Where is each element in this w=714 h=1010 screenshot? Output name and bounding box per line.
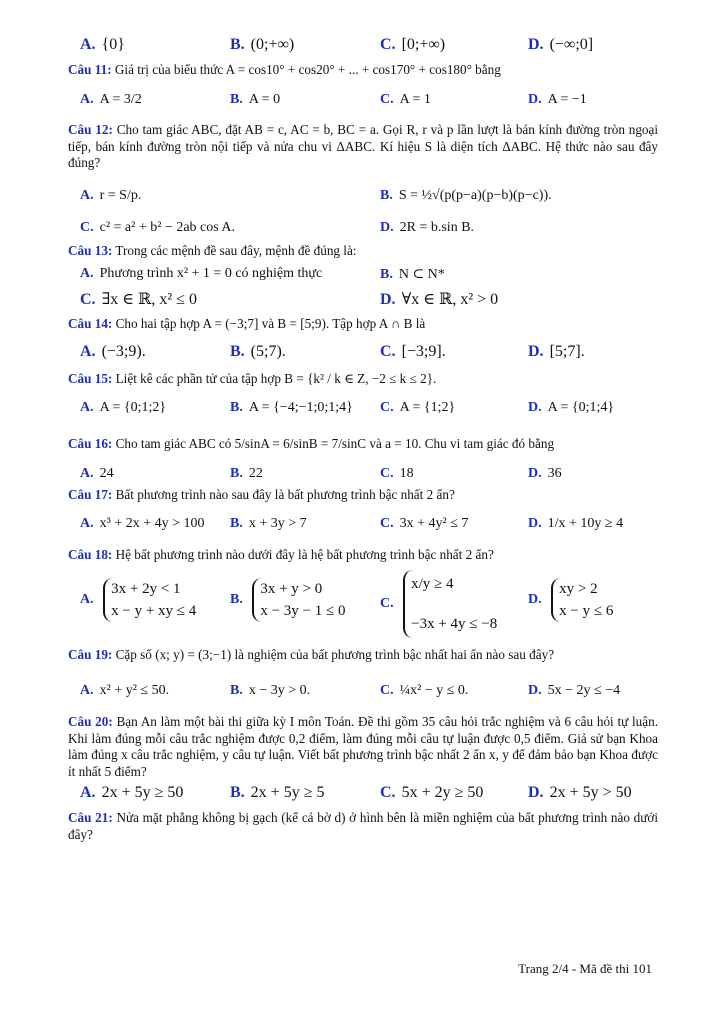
question-21: Câu 21: Nửa mặt phẳng không bị gạch (kể cả bờ d) ở hình bên là miền nghiệm của bất phương trình nào dưới đây?	[68, 810, 658, 842]
option-d: D. 2x + 5y > 50	[528, 784, 632, 801]
option-c: C. [0;+∞)	[380, 36, 446, 53]
system-b: 3x + y > 0 x − 3y − 1 ≤ 0	[252, 578, 345, 622]
q18-option-b: B. 3x + y > 0 x − 3y − 1 ≤ 0	[230, 578, 346, 622]
q18-option-c: C. x/y ≥ 4 −3x + 4y ≤ −8	[380, 570, 497, 638]
q16-options	[0, 460, 714, 488]
q12-options-cd	[0, 214, 714, 242]
option-a: A. x³ + 2x + 4y > 100	[80, 516, 205, 531]
option-a: A. x² + y² ≤ 50.	[80, 683, 170, 698]
option-a: A. 2x + 5y ≥ 50	[80, 784, 184, 801]
q10-options	[0, 30, 714, 58]
option-b: B. A = {−4;−1;0;1;4}	[230, 400, 353, 415]
system-c: x/y ≥ 4 −3x + 4y ≤ −8	[403, 570, 497, 638]
option-d: D. 5x − 2y ≤ −4	[528, 683, 621, 698]
q14-options	[0, 337, 714, 365]
q20-options	[0, 778, 714, 806]
question-15: Câu 15: Liệt kê các phần tử của tập hợp B = {k² / k ∈ Z, −2 ≤ k ≤ 2}.	[68, 371, 437, 386]
question-11: Câu 11: Giá trị của biểu thức A = cos10° + cos20° + ... + cos170° + cos180° bằng	[68, 62, 501, 77]
option-c: C. A = 1	[380, 92, 431, 107]
option-a: A. 24	[80, 466, 114, 481]
option-b: B. x + 3y > 7	[230, 516, 307, 531]
option-c: C. ∃x ∈ ℝ, x² ≤ 0	[80, 291, 197, 308]
option-b: B. 2x + 5y ≥ 5	[230, 784, 325, 801]
option-b: B. (5;7).	[230, 343, 286, 360]
option-d: D. [5;7].	[528, 343, 585, 360]
option-b: B. 22	[230, 466, 263, 481]
option-b: B. (0;+∞)	[230, 36, 295, 53]
question-16: Câu 16: Cho tam giác ABC có 5/sinA = 6/sinB = 7/sinC và a = 10. Chu vi tam giác đó bằng	[68, 436, 555, 451]
system-d: xy > 2 x − y ≤ 6	[551, 578, 613, 622]
option-d: D. A = −1	[528, 92, 587, 107]
q12-options-ab	[0, 182, 714, 210]
option-a: A. r = S/p.	[80, 188, 142, 203]
option-a: A. {0}	[80, 36, 125, 53]
page-footer: Trang 2/4 - Mã đề thi 101	[518, 961, 652, 976]
option-d: D. 2R = b.sin B.	[380, 220, 475, 235]
question-13: Câu 13: Trong các mệnh đề sau đây, mệnh đề đúng là:	[68, 243, 357, 258]
q13-options-cd	[0, 283, 714, 311]
option-d: D. 36	[528, 466, 562, 481]
question-18: Câu 18: Hệ bất phương trình nào dưới đây là hệ bất phương trình bậc nhất 2 ẩn?	[68, 547, 494, 562]
system-a: 3x + 2y < 1 x − y + xy ≤ 4	[103, 578, 196, 622]
q18-option-d: D. xy > 2 x − y ≤ 6	[528, 578, 613, 622]
option-c: C. 3x + 4y² ≤ 7	[380, 516, 469, 531]
question-14: Câu 14: Cho hai tập hợp A = (−3;7] và B = [5;9). Tập hợp A ∩ B là	[68, 316, 426, 331]
option-c: C. ¼x² − y ≤ 0.	[380, 683, 469, 698]
question-19: Câu 19: Cặp số (x; y) = (3;−1) là nghiệm của bất phương trình bậc nhất hai ẩn nào sau đây?	[68, 647, 555, 662]
option-d: D. A = {0;1;4}	[528, 400, 615, 415]
option-b: B. N ⊂ N*	[380, 267, 445, 282]
option-b: B. x − 3y > 0.	[230, 683, 311, 698]
question-20: Câu 20: Bạn An làm một bài thi giữa kỳ I môn Toán. Đề thi gồm 35 câu hỏi trắc nghiệm và 6 câu hỏi tự luận. Khi làm đúng mỗi câu trắc nghiệm được 0,2 điểm, làm đúng mỗi câu tự luận được 0,5 điểm. Giả sử bạn Khoa làm đúng x câu trắc nghiệm, y câu tự luận. Viết bất phương trình bậc nhất 2 ẩn x, y để đảm bảo bạn Khoa được ít nhất 5 điểm?	[68, 714, 658, 779]
q11-options	[0, 86, 714, 114]
q18-option-a: A. 3x + 2y < 1 x − y + xy ≤ 4	[80, 578, 196, 622]
option-b: B. A = 0	[230, 92, 281, 107]
question-12: Câu 12: Cho tam giác ABC, đặt AB = c, AC = b, BC = a. Gọi R, r và p lần lượt là bán kính đường tròn ngoại tiếp, bán kính đường tròn nội tiếp và nửa chu vi ΔABC. Kí hiệu S là diện tích ΔABC. Hệ thức nào sau đây đúng?	[68, 122, 659, 170]
option-c: C. [−3;9].	[380, 343, 446, 360]
q17-options	[0, 510, 714, 538]
option-a: A. A = 3/2	[80, 92, 142, 107]
option-a: A. Phương trình x² + 1 = 0 có nghiệm thực	[80, 266, 323, 281]
q15-options	[0, 394, 714, 422]
option-c: C. 5x + 2y ≥ 50	[380, 784, 484, 801]
option-c: C. 18	[380, 466, 414, 481]
option-d: D. (−∞;0]	[528, 36, 594, 53]
option-c: C. c² = a² + b² − 2ab cos A.	[80, 220, 236, 235]
option-d: D. ∀x ∈ ℝ, x² > 0	[380, 291, 499, 308]
option-a: A. (−3;9).	[80, 343, 146, 360]
question-17: Câu 17: Bất phương trình nào sau đây là bất phương trình bậc nhất 2 ẩn?	[68, 487, 455, 502]
option-d: D. 1/x + 10y ≥ 4	[528, 516, 624, 531]
q19-options	[0, 677, 714, 705]
option-c: C. A = {1;2}	[380, 400, 456, 415]
option-a: A. A = {0;1;2}	[80, 400, 167, 415]
option-b: B. S = ½√(p(p−a)(p−b)(p−c)).	[380, 188, 552, 203]
